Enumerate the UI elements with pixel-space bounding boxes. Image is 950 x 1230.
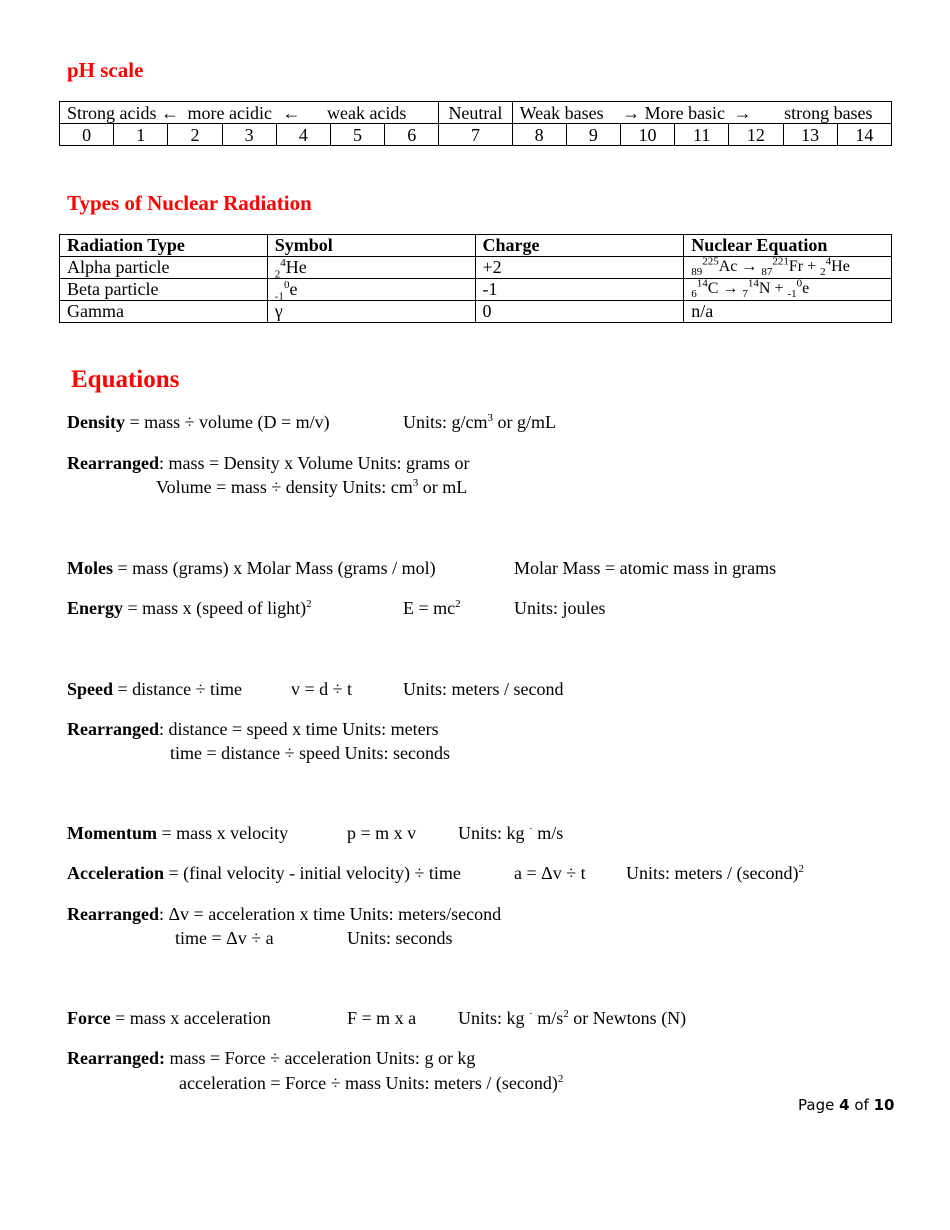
radiation-row [60, 301, 892, 323]
radiation-table [59, 234, 892, 323]
radiation-charge: +2 [475, 257, 684, 279]
radiation-type: Alpha particle [60, 257, 268, 279]
ph-scale-title: pH scale [67, 58, 144, 82]
radiation-symbol: $_2^4$He [267, 257, 475, 279]
acceleration-rearranged: Rearranged: Δv = acceleration x time Units: meters/second [67, 904, 502, 924]
energy-equation: Energy = mass x (speed of light)$^2$ [67, 598, 312, 618]
acceleration-equation: Acceleration = (final velocity - initial velocity) ÷ time [67, 863, 461, 883]
force-equation: Force = mass x acceleration [67, 1008, 271, 1028]
momentum-units: Units: kg · m/s [458, 823, 564, 843]
nuclear-equation: n/a [684, 301, 892, 323]
arrow-left-icon: ← [282, 102, 301, 123]
ph-label-row [60, 102, 892, 124]
speed-formula: v = d ÷ t [291, 679, 353, 699]
header-cell: Nuclear Equation [684, 235, 892, 257]
radiation-header-row [60, 235, 892, 257]
more-acidic-label: more acidic [187, 102, 272, 123]
arrow-right-icon: → [733, 102, 752, 123]
density-units: Units: $g/cm^3$ or g/mL [403, 412, 556, 432]
density-rearranged: Rearranged: mass = Density x Volume Units: grams or [67, 453, 470, 473]
speed-equation: Speed = distance ÷ time [67, 679, 243, 699]
ph-value: 14 [837, 124, 891, 146]
header-cell: Symbol [267, 235, 475, 257]
ph-value: 8 [512, 124, 566, 146]
ph-acid-range [60, 102, 439, 124]
acceleration-units: Units: meters / (second)$^2$ [626, 863, 804, 883]
arrow-right-icon: → [722, 280, 739, 297]
ph-value: 5 [330, 124, 384, 146]
strong-acids-label: Strong acids [67, 102, 157, 123]
radiation-symbol: $_{-1}^0$e [267, 279, 475, 301]
ph-value: 13 [783, 124, 837, 146]
ph-scale-table [59, 101, 892, 146]
energy-formula: $E = mc^2$ [403, 598, 461, 618]
energy-units: Units: joules [514, 598, 606, 618]
arrow-left-icon: ← [161, 102, 179, 123]
arrow-right-icon: → [622, 102, 641, 123]
momentum-equation: Momentum = mass x velocity [67, 823, 289, 843]
ph-value: 10 [620, 124, 674, 146]
radiation-symbol: γ [267, 301, 475, 323]
ph-value: 1 [114, 124, 168, 146]
radiation-row [60, 279, 892, 301]
neutral-label: Neutral [439, 102, 512, 124]
ph-value: 12 [729, 124, 783, 146]
ph-value: 11 [675, 124, 729, 146]
ph-value: 3 [222, 124, 276, 146]
ph-base-range [512, 102, 891, 124]
ph-value-row [60, 124, 892, 146]
volume-rearranged: Volume = mass ÷ density Units: $cm^3$ or mL [156, 477, 468, 497]
ph-value: 2 [168, 124, 222, 146]
nuclear-equation: $_{89}^{225}$Ac → $_{87}^{221}$Fr + $_2^4$He [684, 257, 892, 279]
force-rearranged: Rearranged: mass = Force ÷ acceleration Units: g or kg [67, 1048, 476, 1068]
speed-rearranged: Rearranged: distance = speed x time Units: meters [67, 719, 439, 739]
nuclear-equation: $_6^{14}$C → $_7^{14}$N + $_{-1}^0$e [684, 279, 892, 301]
equations-title: Equations [71, 366, 180, 393]
molar-mass-note: Molar Mass = atomic mass in grams [514, 558, 777, 578]
time-rearranged: time = distance ÷ speed Units: seconds [170, 743, 450, 763]
page-number: Page 4 of 10 [798, 1096, 895, 1114]
weak-acids-label: weak acids [326, 102, 407, 123]
time-accel-rearranged: time = Δv ÷ a [175, 928, 274, 948]
ph-value: 6 [385, 124, 439, 146]
radiation-row [60, 257, 892, 279]
radiation-type: Beta particle [60, 279, 268, 301]
header-cell: Charge [475, 235, 684, 257]
acceleration-force-rearranged: acceleration = Force ÷ mass Units: meters / (second)$^2$ [179, 1073, 564, 1093]
header-cell: Radiation Type [60, 235, 268, 257]
ph-value: 4 [276, 124, 330, 146]
radiation-title: Types of Nuclear Radiation [67, 191, 312, 215]
speed-units: Units: meters / second [403, 679, 564, 699]
force-formula: F = m x a [347, 1008, 417, 1028]
momentum-formula: p = m x v [347, 823, 417, 843]
radiation-type: Gamma [60, 301, 268, 323]
density-equation: Density = mass ÷ volume (D = m/v) [67, 412, 330, 432]
ph-value: 9 [566, 124, 620, 146]
time-accel-units: Units: seconds [347, 928, 453, 948]
weak-bases-label: Weak bases [519, 102, 604, 123]
ph-value: 7 [439, 124, 512, 146]
more-basic-label: More basic [644, 102, 726, 123]
strong-bases-label: strong bases [784, 102, 873, 123]
moles-equation: Moles = mass (grams) x Molar Mass (grams / mol) [67, 558, 436, 578]
ph-value: 0 [60, 124, 114, 146]
force-units: Units: kg · $m/s^2$ or Newtons (N) [458, 1008, 687, 1028]
radiation-charge: -1 [475, 279, 684, 301]
acceleration-formula: a = Δv ÷ t [514, 863, 586, 883]
arrow-right-icon: → [741, 258, 758, 275]
radiation-charge: 0 [475, 301, 684, 323]
